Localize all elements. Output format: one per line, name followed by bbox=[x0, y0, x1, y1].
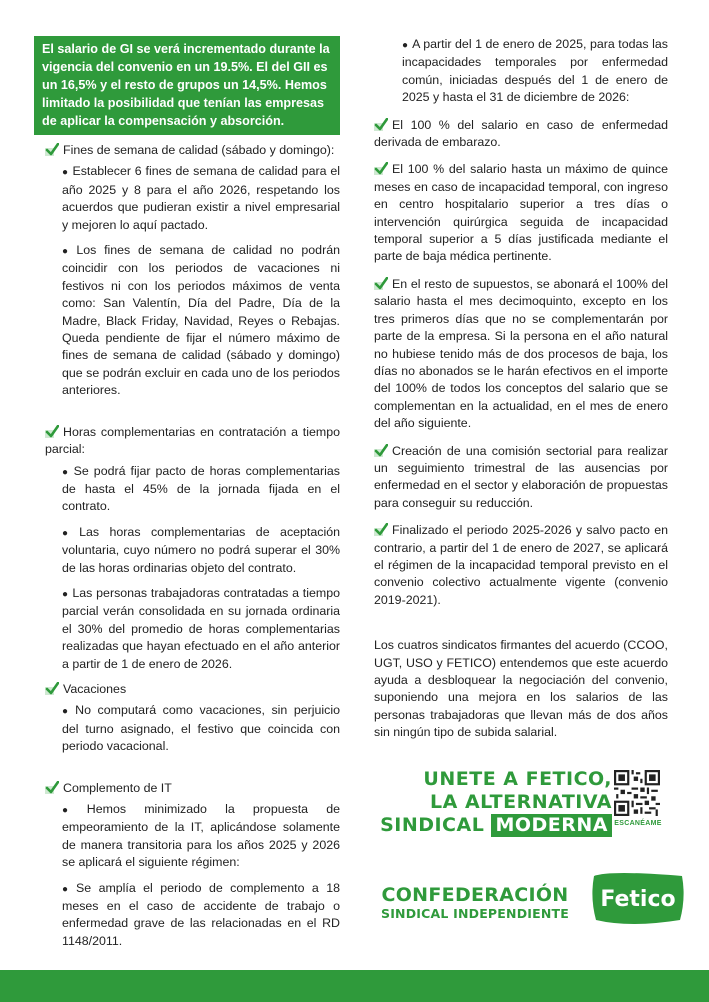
list-item: ● Los fines de semana de calidad no podrán coincidir con los periodos de vacaciones ni festivos ni con los periodos máximos de venta como: San Valentín, Día del Padre, Día de la Madre, Black Friday, Navidad, Reyes o Rebajas. Queda pendiente de fijar el número máximo de fines de semana de calidad (sábado y domingo) que se podrán excluir en cada uno de los periodos anteriores. bbox=[62, 243, 340, 398]
it-intro: ● A partir del 1 de enero de 2025, para todas las incapacidades temporales por enfermedad común, iniciadas después del 1 de enero de 2025 y hasta el 31 de diciembre de 2026: bbox=[402, 37, 668, 105]
join-fetico-cta bbox=[372, 768, 612, 837]
fetico-logo bbox=[590, 870, 686, 926]
checkmark-icon bbox=[374, 118, 388, 131]
right-column bbox=[374, 36, 668, 742]
section-vacations bbox=[34, 681, 340, 756]
section-heading: Vacaciones bbox=[63, 681, 127, 696]
cta-line-1: UNETE A FETICO, bbox=[423, 768, 612, 790]
checkmark-icon bbox=[45, 682, 59, 695]
it-point: El 100 % del salario hasta un máximo de quince meses en caso de incapacidad temporal, con ingreso en centro hospitalario superior a tres días o intervención quirúrgica seguida de incapacidad temporal superior a 5 días justificada mediante el parte de baja médica pertinente. bbox=[374, 162, 668, 264]
it-point: El 100 % del salario en caso de enfermedad derivada de embarazo. bbox=[374, 117, 668, 150]
bullet-icon: ● bbox=[62, 706, 72, 718]
moderna-box: MODERNA bbox=[491, 814, 612, 837]
bullet-icon: ● bbox=[62, 883, 73, 895]
section-weekends bbox=[34, 142, 340, 400]
confederation-line-2: SINDICAL INDEPENDIENTE bbox=[381, 906, 569, 921]
cta-line-2: LA ALTERNATIVA bbox=[430, 791, 612, 813]
checkmark-icon bbox=[374, 444, 388, 457]
section-complementary-hours bbox=[34, 424, 340, 673]
bullet-icon: ● bbox=[62, 527, 76, 539]
footer-bar bbox=[0, 970, 709, 1002]
salary-highlight-box: El salario de GI se verá incrementado durante la vigencia del convenio en un 19.5%. El del GII es un 16,5% y el resto de grupos un 14,5%. Hemos limitado la posibilidad que tenían las empresas de aplicar la compensación y absorción. bbox=[34, 36, 340, 135]
bullet-icon: ● bbox=[402, 40, 409, 51]
section-it-complement bbox=[34, 780, 340, 951]
checkmark-icon bbox=[45, 781, 59, 794]
checkmark-icon bbox=[374, 162, 388, 175]
cta-line-3: SINDICAL MODERNA bbox=[372, 814, 612, 837]
bullet-icon: ● bbox=[62, 588, 69, 600]
list-item: ● Las horas complementarias de aceptación voluntaria, cuyo número no podrá superar el 30% de las horas ordinarias objeto del contrato. bbox=[62, 524, 340, 575]
section-heading: Fines de semana de calidad (sábado y domingo): bbox=[63, 143, 335, 157]
checkmark-icon bbox=[374, 523, 388, 536]
confederation-line-1: CONFEDERACIÓN bbox=[381, 884, 569, 906]
list-item: ● Se amplía el periodo de complemento a 18 meses en el caso de accidente de trabajo o enfermedad grave de las relacionadas en el RD 1148/2011. bbox=[62, 880, 340, 948]
list-item: ● Las personas trabajadoras contratadas a tiempo parcial verán consolidada en su jornada ordinaria el 30% del promedio de horas complementarias realizadas que hayan efectuado en el año anterior a partir de 1 de enero de 2026. bbox=[62, 585, 340, 671]
list-item: ● Se podrá fijar pacto de horas complementarias de hasta el 45% de la jornada fijada en el contrato. bbox=[62, 463, 340, 514]
bullet-icon: ● bbox=[62, 805, 83, 816]
list-item: ● No computará como vacaciones, sin perjuicio del turno asignado, el festivo que coincida con periodo vacacional. bbox=[62, 703, 340, 754]
qr-code-icon[interactable] bbox=[614, 770, 660, 816]
checkmark-icon bbox=[45, 143, 59, 156]
section-heading: Complemento de IT bbox=[63, 780, 172, 795]
it-point: En el resto de supuestos, se abonará el 100% del salario hasta el mes decimoquinto, excepto en los tres primeros días que no se complementarán por parte de la empresa. Si la persona en el año natural no hubiese tenido más de dos procesos de baja, los días no abonados se le harán efectivos en el importe del 100% de todos los conceptos del salario que se complementan en la actualidad, en el mes de enero del año siguiente. bbox=[374, 276, 668, 431]
checkmark-icon bbox=[45, 425, 59, 438]
it-point: Finalizado el periodo 2025-2026 y salvo pacto en contrario, a partir del 1 de enero de 2027, se aplicará el régimen de la incapacidad temporal previsto en el convenio colectivo actualmente vigente (convenio 2019-2021). bbox=[374, 523, 668, 607]
confederation-title bbox=[370, 884, 580, 922]
bullet-icon: ● bbox=[62, 246, 73, 258]
closing-paragraph: Los cuatros sindicatos firmantes del acuerdo (CCOO, UGT, USO y FETICO) entendemos que este acuerdo ayuda a desbloquear la negociación del convenio, suponiendo una mejora en los salarios de las personas trabajadoras que llevan más de dos años sin ningún tipo de subida salarial. bbox=[374, 638, 668, 740]
checkmark-icon bbox=[374, 277, 388, 290]
section-heading: Horas complementarias en contratación a tiempo parcial: bbox=[45, 424, 340, 457]
logo-text: Fetico bbox=[600, 887, 676, 912]
scan-me-label: ESCANÉAME bbox=[614, 820, 662, 827]
left-column bbox=[34, 36, 340, 958]
bullet-icon: ● bbox=[62, 466, 70, 478]
list-item: ● Hemos minimizado la propuesta de empeoramiento de la IT, aplicándose solamente de manera transitoria para los años 2025 y 2026 se aplicará el siguiente régimen: bbox=[62, 802, 340, 870]
bullet-icon: ● bbox=[62, 167, 69, 179]
it-point: Creación de una comisión sectorial para realizar un seguimiento trimestral de las ausencias por enfermedad en el sector y elaboración de propuestas para conseguir su reducción. bbox=[374, 443, 668, 510]
list-item: ● Establecer 6 fines de semana de calidad para el año 2025 y 8 para el año 2026, respetando los acuerdos que pudieran existir a nivel empresarial y mejoren lo aquí pactado. bbox=[62, 164, 341, 232]
